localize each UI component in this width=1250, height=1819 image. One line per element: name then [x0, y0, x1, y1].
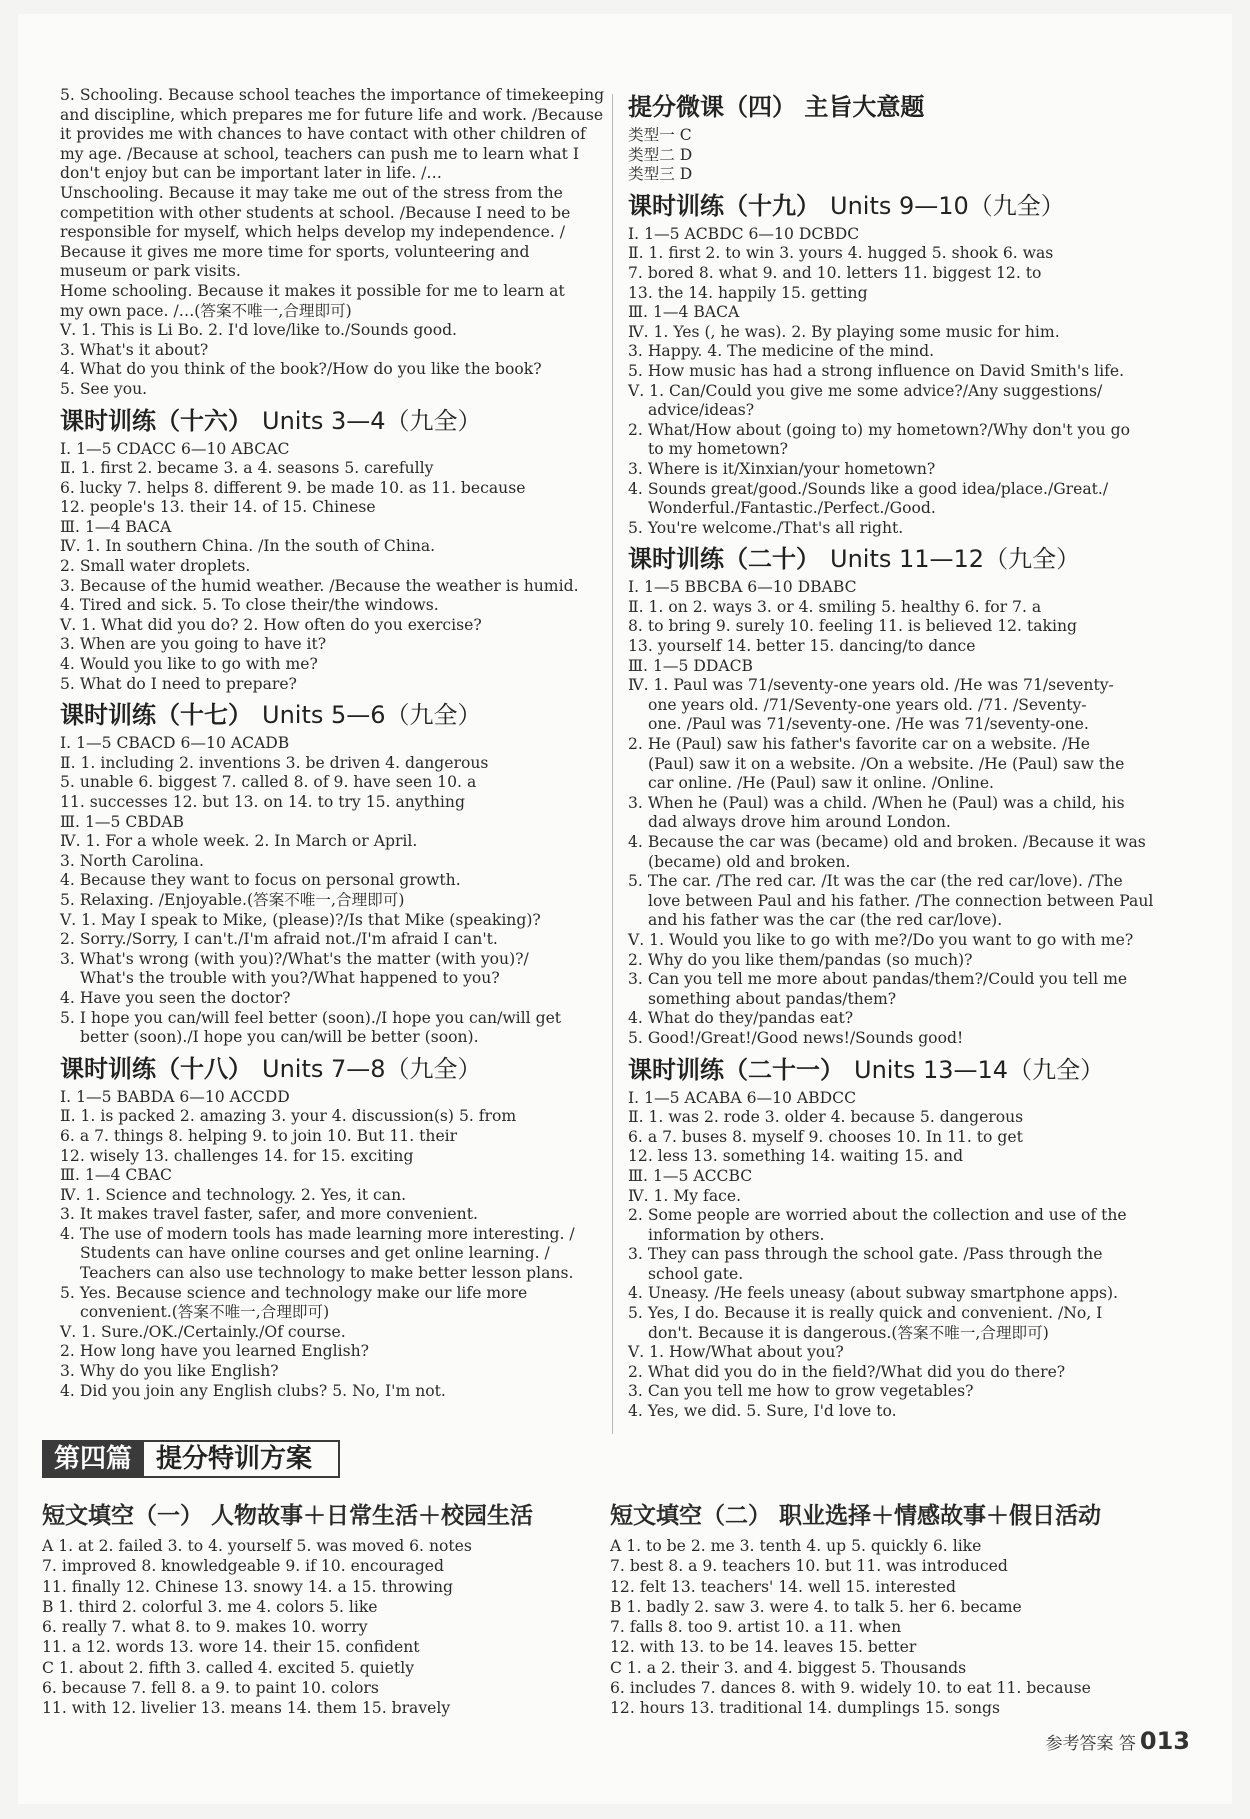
answer-line: 5. How music has had a strong influence on David Smith's life.	[628, 361, 1125, 380]
answer-line: 12. felt 13. teachers' 14. well 15. interested	[610, 1577, 956, 1596]
answer-line: Ⅱ. 1. including 2. inventions 3. be driven 4. dangerous	[60, 753, 489, 772]
answer-line: Ⅲ. 1—5 ACCBC	[628, 1166, 753, 1185]
answer-line: (Paul) saw it on a website. /On a website. /He (Paul) saw the	[648, 754, 1125, 773]
answer-line: Ⅳ. 1. My face.	[628, 1186, 742, 1205]
section-19	[628, 187, 1168, 539]
answer-line: one years old. /71/Seventy-one years old. /71. /Seventy-	[648, 695, 1087, 714]
footer-label: 参考答案 答	[1045, 1734, 1136, 1754]
answer-line: 3. When are you going to have it?	[60, 635, 327, 654]
answer-line: 6. a 7. buses 8. myself 9. chooses 10. In 11. to get	[628, 1127, 1023, 1146]
answer-line: 2. Why do you like them/pandas (so much)?	[628, 950, 973, 969]
answer-line: Ⅰ. 1—5 BBCBA 6—10 DBABC	[628, 578, 857, 597]
section-18-name: 课时训练（十八）	[60, 1054, 252, 1083]
answer-line: Ⅴ. 1. This is Li Bo. 2. I'd love/like to./Sounds good.	[60, 321, 458, 340]
section-19-name: 课时训练（十九）	[628, 191, 820, 220]
answer-line: something about pandas/them?	[648, 989, 897, 1008]
answer-line: Ⅲ. 1—5 DDACB	[628, 656, 754, 675]
section-21-units: Units 13—14（九全）	[854, 1055, 1105, 1084]
answer-line: 5. The car. /The red car. /It was the car (the red car/love). /The	[628, 872, 1123, 891]
section-20-name: 课时训练（二十）	[628, 545, 820, 574]
answer-line: Because it gives me more time for sports, volunteering and	[60, 242, 530, 261]
answer-line: Students can have online courses and get online learning. /	[80, 1244, 550, 1263]
section-20-units: Units 11—12（九全）	[830, 545, 1081, 574]
section-20-lines	[628, 578, 1168, 1048]
answer-line: (became) old and broken.	[648, 852, 851, 871]
section-17-lines	[60, 734, 600, 1048]
answer-line: 4. Yes, we did. 5. Sure, I'd love to.	[628, 1402, 897, 1421]
section-18-units: Units 7—8（九全）	[262, 1054, 482, 1083]
answer-line: 7. bored 8. what 9. and 10. letters 11. biggest 12. to	[628, 263, 1042, 282]
answer-line: 3. North Carolina.	[60, 851, 204, 870]
section-21	[628, 1051, 1168, 1422]
part-title: 提分特训方案	[144, 1440, 340, 1478]
answer-line: one. /Paul was 71/seventy-one. /He was 71/seventy-one.	[648, 715, 1089, 734]
section-18-lines	[60, 1088, 600, 1402]
part-tag: 第四篇	[42, 1440, 144, 1478]
answer-line: dad always drove him around London.	[648, 813, 951, 832]
part-banner	[42, 1440, 340, 1478]
cloze-1-lines	[42, 1536, 602, 1719]
answer-line: 3. They can pass through the school gate. /Pass through the	[628, 1245, 1103, 1264]
answer-line: Ⅳ. 1. In southern China. /In the south of China.	[60, 537, 436, 556]
section-19-title	[628, 187, 1168, 225]
section-20-title	[628, 540, 1168, 578]
section-4-lines	[628, 126, 1168, 185]
answer-line: Ⅳ. 1. For a whole week. 2. In March or April.	[60, 832, 418, 851]
answer-line: 2. Small water droplets.	[60, 557, 251, 576]
section-16-units: Units 3—4（九全）	[262, 406, 482, 435]
answer-line: Ⅴ. 1. Would you like to go with me?/Do you want to go with me?	[628, 930, 1134, 949]
answer-line: 4. What do you think of the book?/How do you like the book?	[60, 360, 542, 379]
answer-line: 5. I hope you can/will feel better (soon)./I hope you can/will get	[60, 1008, 562, 1027]
answer-line: 4. Have you seen the doctor?	[60, 988, 291, 1007]
answer-line: Wonderful./Fantastic./Perfect./Good.	[648, 499, 936, 518]
cloze-2-lines	[610, 1536, 1170, 1719]
answer-line: 3. Why do you like English?	[60, 1362, 279, 1381]
writing-answers	[60, 86, 605, 400]
answer-line: Ⅱ. 1. is packed 2. amazing 3. your 4. discussion(s) 5. from	[60, 1107, 517, 1126]
answer-line: 5. Good!/Great!/Good news!/Sounds good!	[628, 1028, 964, 1047]
answer-line: Ⅲ. 1—5 CBDAB	[60, 812, 184, 831]
answer-line: 5. What do I need to prepare?	[60, 674, 297, 693]
answer-line: 3. Can you tell me more about pandas/them?/Could you tell me	[628, 970, 1128, 989]
cloze-2-title: 短文填空（二） 职业选择＋情感故事＋假日活动	[610, 1503, 1102, 1529]
page-number: 013	[1139, 1727, 1190, 1755]
answer-line: 7. best 8. a 9. teachers 10. but 11. was introduced	[610, 1557, 1008, 1576]
answer-line: 3. Can you tell me how to grow vegetables?	[628, 1382, 974, 1401]
answer-line: museum or park visits.	[60, 262, 241, 281]
answer-line: 4. Because they want to focus on personal growth.	[60, 871, 461, 890]
answer-line: 11. finally 12. Chinese 13. snowy 14. a 15. throwing	[42, 1577, 453, 1596]
answer-line: 6. really 7. what 8. to 9. makes 10. worry	[42, 1618, 368, 1637]
section-20	[628, 540, 1168, 1048]
answer-line: 5. Schooling. Because school teaches the importance of timekeeping	[60, 86, 605, 104]
answer-line: 类型二 D	[628, 145, 693, 164]
answer-line: 4. Because the car was (became) old and broken. /Because it was	[628, 833, 1146, 851]
section-17-name: 课时训练（十七）	[60, 701, 252, 730]
answer-line: 6. lucky 7. helps 8. different 9. be made 10. as 11. because	[60, 478, 526, 497]
answer-line: What's the trouble with you?/What happened to you?	[80, 969, 500, 988]
answer-line: C 1. a 2. their 3. and 4. biggest 5. Thousands	[610, 1658, 967, 1677]
answer-line: B 1. third 2. colorful 3. me 4. colors 5. like	[42, 1597, 378, 1616]
left-column	[60, 86, 605, 1401]
answer-line: 7. improved 8. knowledgeable 9. if 10. encouraged	[42, 1557, 445, 1576]
answer-line: A 1. to be 2. me 3. tenth 4. up 5. quickly 6. like	[610, 1537, 982, 1555]
answer-line: 2. Sorry./Sorry, I can't./I'm afraid not./I'm afraid I can't.	[60, 930, 498, 949]
cloze-2	[610, 1496, 1170, 1719]
answer-line: 6. because 7. fell 8. a 9. to paint 10. colors	[42, 1679, 379, 1698]
section-19-lines	[628, 225, 1168, 539]
answer-line: 4. Would you like to go with me?	[60, 655, 318, 674]
answer-line: 2. Some people are worried about the collection and use of the	[628, 1206, 1127, 1225]
answer-line: Ⅱ. 1. on 2. ways 3. or 4. smiling 5. healthy 6. for 7. a	[628, 597, 1042, 616]
answer-line: advice/ideas?	[648, 401, 755, 420]
page-footer	[1045, 1727, 1190, 1755]
answer-line: 11. successes 12. but 13. on 14. to try 15. anything	[60, 793, 465, 811]
answer-line: 4. Did you join any English clubs? 5. No, I'm not.	[60, 1381, 446, 1400]
answer-line: 3. Because of the humid weather. /Because the weather is humid.	[60, 576, 579, 595]
answer-line: it provides me with chances to have contact with other children of	[60, 125, 586, 144]
answer-line: 12. wisely 13. challenges 14. for 15. exciting	[60, 1146, 414, 1165]
answer-line: 5. Yes. Because science and technology make our life more	[60, 1283, 528, 1302]
answer-line: Ⅰ. 1—5 ACABA 6—10 ABDCC	[628, 1088, 856, 1107]
section-17-units: Units 5—6（九全）	[262, 701, 482, 730]
section-16-title	[60, 402, 600, 440]
answer-line: car online. /He (Paul) saw it online. /Online.	[648, 774, 995, 793]
section-16-lines	[60, 440, 600, 695]
answer-line: Unschooling. Because it may take me out of the stress from the	[60, 183, 563, 202]
answer-line: 6. a 7. things 8. helping 9. to join 10. But 11. their	[60, 1126, 458, 1145]
answer-line: Teachers can also use technology to make better lesson plans.	[80, 1264, 574, 1283]
cloze-1-title: 短文填空（一） 人物故事＋日常生活＋校园生活	[42, 1503, 534, 1529]
answer-line: to my hometown?	[648, 440, 789, 459]
answer-line: Ⅱ. 1. first 2. became 3. a 4. seasons 5. carefully	[60, 459, 434, 478]
answer-line: 4. The use of modern tools has made learning more interesting. /	[60, 1224, 575, 1243]
answer-line: school gate.	[648, 1264, 744, 1283]
answer-line: 3. What's wrong (with you)?/What's the matter (with you)?/	[60, 949, 529, 968]
answer-line: Ⅲ. 1—4 BACA	[628, 303, 740, 322]
section-17	[60, 696, 600, 1048]
cloze-1	[42, 1496, 602, 1719]
answer-line: Ⅰ. 1—5 BABDA 6—10 ACCDD	[60, 1087, 290, 1106]
section-18-title	[60, 1050, 600, 1088]
answer-line: C 1. about 2. fifth 3. called 4. excited 5. quietly	[42, 1658, 415, 1677]
answer-line: my own pace. /…(答案不唯一,合理即可)	[60, 301, 352, 320]
answer-line: 5. unable 6. biggest 7. called 8. of 9. have seen 10. a	[60, 773, 477, 792]
answer-line: Ⅴ. 1. How/What about you?	[628, 1343, 844, 1362]
answer-line: 6. includes 7. dances 8. with 9. widely 10. to eat 11. because	[610, 1679, 1091, 1698]
answer-line: Ⅴ. 1. Can/Could you give me some advice?/Any suggestions/	[628, 381, 1103, 400]
answer-line: Ⅳ. 1. Paul was 71/seventy-one years old. /He was 71/seventy-	[628, 676, 1114, 695]
answer-line: 3. What's it about?	[60, 340, 209, 359]
answer-line: and discipline, which prepares me for future life and work. /Because	[60, 105, 604, 124]
answer-line: Ⅴ. 1. Sure./OK./Certainly./Of course.	[60, 1322, 346, 1341]
answer-line: 3. Where is it/Xinxian/your hometown?	[628, 459, 936, 478]
answer-line: 8. to bring 9. surely 10. feeling 11. is believed 12. taking	[628, 617, 1077, 636]
answer-line: 12. less 13. something 14. waiting 15. and	[628, 1147, 964, 1166]
answer-line: 3. It makes travel faster, safer, and more convenient.	[60, 1205, 478, 1224]
answer-line: 5. See you.	[60, 379, 148, 398]
section-17-title	[60, 696, 600, 734]
answer-line: Ⅴ. 1. What did you do? 2. How often do you exercise?	[60, 615, 482, 634]
answer-line: Ⅲ. 1—4 BACA	[60, 517, 172, 536]
answer-line: Home schooling. Because it makes it possible for me to learn at	[60, 281, 565, 300]
answer-line: Ⅰ. 1—5 ACBDC 6—10 DCBDC	[628, 224, 860, 243]
answer-line: 4. Tired and sick. 5. To close their/the windows.	[60, 596, 439, 615]
answer-line: 4. Uneasy. /He feels uneasy (about subway smartphone apps).	[628, 1284, 1118, 1303]
section-16	[60, 402, 600, 695]
answer-line: 2. What did you do in the field?/What did you do there?	[628, 1362, 1066, 1381]
section-18	[60, 1050, 600, 1402]
section-21-lines	[628, 1089, 1168, 1422]
answer-line: 11. a 12. words 13. wore 14. their 15. confident	[42, 1638, 420, 1657]
answer-line: don't. Because it is dangerous.(答案不唯一,合理即可)	[648, 1323, 1049, 1342]
column-divider	[612, 94, 613, 1434]
answer-line: responsible for myself, which helps develop my independence. /	[60, 223, 566, 242]
answer-line: 5. Yes, I do. Because it is really quick and convenient. /No, I	[628, 1304, 1103, 1323]
answer-line: 类型一 C	[628, 126, 692, 144]
answer-line: 3. When he (Paul) was a child. /When he (Paul) was a child, his	[628, 793, 1125, 812]
answer-line: 13. yourself 14. better 15. dancing/to dance	[628, 637, 976, 656]
answer-line: B 1. badly 2. saw 3. were 4. to talk 5. her 6. became	[610, 1597, 1022, 1616]
answer-line: information by others.	[648, 1225, 825, 1244]
answer-line: 3. Happy. 4. The medicine of the mind.	[628, 342, 935, 361]
section-4-title: 提分微课（四） 主旨大意题	[628, 93, 925, 121]
answer-line: 11. with 12. livelier 13. means 14. them 15. bravely	[42, 1699, 451, 1718]
answer-line: 2. What/How about (going to) my hometown?/Why don't you go	[628, 420, 1131, 439]
answer-line: Ⅱ. 1. was 2. rode 3. older 4. because 5. dangerous	[628, 1108, 1024, 1127]
answer-line: 13. the 14. happily 15. getting	[628, 283, 868, 302]
answer-line: 2. How long have you learned English?	[60, 1342, 369, 1361]
answer-line: 5. Relaxing. /Enjoyable.(答案不唯一,合理即可)	[60, 890, 405, 909]
answer-line: 12. hours 13. traditional 14. dumplings 15. songs	[610, 1699, 1000, 1718]
answer-line: love between Paul and his father. /The connection between Paul	[648, 891, 1154, 910]
section-21-title	[628, 1051, 1168, 1089]
answer-line: Ⅳ. 1. Science and technology. 2. Yes, it can.	[60, 1185, 407, 1204]
answer-line: better (soon)./I hope you can/will be better (soon).	[80, 1028, 479, 1047]
answer-line: convenient.(答案不唯一,合理即可)	[80, 1303, 330, 1322]
section-21-name: 课时训练（二十一）	[628, 1055, 844, 1084]
answer-line: Ⅰ. 1—5 CBACD 6—10 ACADB	[60, 734, 290, 753]
answer-line: 2. He (Paul) saw his father's favorite car on a website. /He	[628, 735, 1091, 754]
answer-line: competition with other students at school. /Because I need to be	[60, 203, 571, 222]
answer-line: 12. people's 13. their 14. of 15. Chinese	[60, 498, 376, 517]
section-4-micro	[628, 88, 1168, 185]
right-column	[628, 86, 1168, 1422]
answer-line: Ⅴ. 1. May I speak to Mike, (please)?/Is that Mike (speaking)?	[60, 910, 541, 929]
answer-line: 12. with 13. to be 14. leaves 15. better	[610, 1638, 917, 1657]
section-19-units: Units 9—10（九全）	[830, 191, 1065, 220]
answer-line: my age. /Because at school, teachers can push me to learn what I	[60, 144, 580, 163]
answer-line: A 1. at 2. failed 3. to 4. yourself 5. was moved 6. notes	[42, 1537, 472, 1555]
answer-line: Ⅲ. 1—4 CBAC	[60, 1166, 172, 1185]
answer-line: 4. What do they/pandas eat?	[628, 1009, 854, 1028]
answer-line: Ⅱ. 1. first 2. to win 3. yours 4. hugged 5. shook 6. was	[628, 244, 1054, 263]
answer-line: Ⅳ. 1. Yes (, he was). 2. By playing some music for him.	[628, 322, 1060, 341]
answer-line: don't enjoy but can be important later in life. /…	[60, 164, 442, 183]
section-16-name: 课时训练（十六）	[60, 406, 252, 435]
answer-line: 4. Sounds great/good./Sounds like a good idea/place./Great./	[628, 479, 1109, 498]
answer-line: Ⅰ. 1—5 CDACC 6—10 ABCAC	[60, 439, 290, 458]
answer-line: and his father was the car (the red car/love).	[648, 911, 1003, 930]
answer-line: 类型三 D	[628, 165, 693, 184]
answer-line: 5. You're welcome./That's all right.	[628, 518, 904, 537]
answer-line: 7. falls 8. too 9. artist 10. a 11. when	[610, 1618, 902, 1637]
